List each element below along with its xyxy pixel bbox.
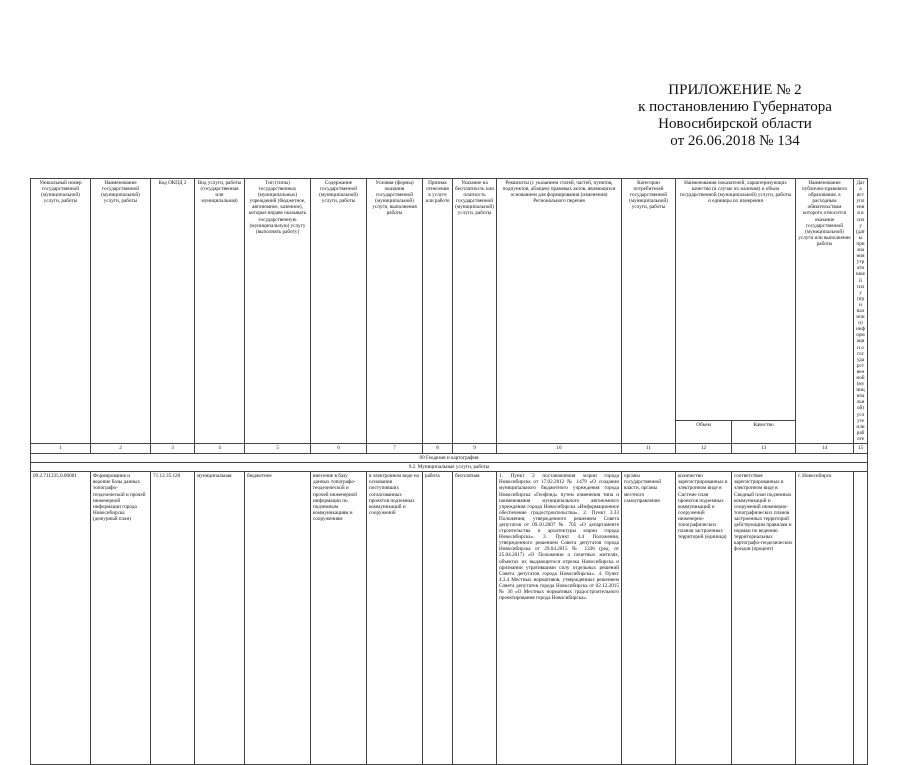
subsection-row bbox=[31, 463, 868, 472]
subsection-title: 9.2. Муниципальные услуги, работы bbox=[31, 463, 868, 472]
column-number: 5 bbox=[245, 444, 311, 454]
cell-service-name: Формирование и ведение базы данных топографо-геодезической и прочей инженерной информации города Новосибирска (дежурный план) bbox=[91, 472, 151, 765]
header-cell: Наименование государственной (муниципальной) услуги, работы bbox=[91, 179, 151, 444]
column-number: 7 bbox=[367, 444, 423, 454]
subheader-quality: Качество bbox=[732, 421, 796, 444]
appendix-line-1: к постановлению Губернатора bbox=[638, 99, 832, 115]
column-number: 6 bbox=[311, 444, 367, 454]
cell-service-kind: муниципальная bbox=[195, 472, 245, 765]
appendix-line-3: от 26.06.2018 № 134 bbox=[670, 133, 800, 149]
cell-consumers: органы государственной власти, органы местного самоуправления bbox=[622, 472, 676, 765]
section-row bbox=[31, 454, 868, 463]
header-cell: Уникальный номер государственной (муниципальной) услуги, работы bbox=[31, 179, 91, 444]
header-cell: Наименование публично-правового образования, к расходным обязательствам которого относится оказание государственной (муниципальной) услуги или выполнение работы bbox=[796, 179, 854, 444]
column-number: 4 bbox=[195, 444, 245, 454]
column-number: 3 bbox=[151, 444, 195, 454]
cell-payment: бесплатная bbox=[453, 472, 497, 765]
table-row bbox=[31, 472, 868, 765]
cell-conditions: в электронном виде на основании поступивших согласованных проектов подземных коммуникаций и сооружений bbox=[367, 472, 423, 765]
column-number: 14 bbox=[796, 444, 854, 454]
cell-legal-acts: 1. Пункт 2 постановления мэрии города Новосибирска от 17.02.2012 № 1479 «О создании муниципального бюджетного учреждения города Новосибирска «Геофонд» путем изменения типа и наименования муниципального автономного учреждения города Новосибирска «Информационное обеспечение градостроительства». 2. Пункт 3.33 Положения, утвержденного решением Совета депутатов от 09.10.2007 № 705 «О департаменте строительства и архитектуры мэрии города Новосибирска». 3. Пункт 4.4 Положения, утвержденного решением Совета депутатов города Новосибирска от 29.04.2015 № 1336 (ред. от 25.04.2017) «О Положении о почетных жителях, объектах их выдающегося отрезка Новосибирска и признании утратившими силу отдельных решений Совета депутатов города Новосибирска». 4. Пункт 4.3.4 Местных нормативов, утвержденных решением Совета депутатов города Новосибирска от 02.12.2015 № 36 «О Местных нормативах градостроительного проектирования города Новосибирска». bbox=[497, 472, 622, 765]
cell-public-entity: г. Новосибирск bbox=[796, 472, 854, 765]
column-number: 13 bbox=[732, 444, 796, 454]
header-cell: Реквизиты (с указанием статей, частей, пунктов, подпунктов, абзацев) правовых актов, являющихся основанием для формирования (изменения) Регионального перечня bbox=[497, 179, 622, 444]
column-number: 9 bbox=[453, 444, 497, 454]
column-number: 1 bbox=[31, 444, 91, 454]
column-number: 12 bbox=[676, 444, 732, 454]
header-row bbox=[31, 179, 868, 421]
cell-institution-type: бюджетное bbox=[245, 472, 311, 765]
column-number: 15 bbox=[854, 444, 868, 454]
header-cell: Содержание государственной (муниципальной) услуги, работы bbox=[311, 179, 367, 444]
header-cell: Условия (формы) оказания государственной (муниципальной) услуги, выполнения работы bbox=[367, 179, 423, 444]
column-number: 11 bbox=[622, 444, 676, 454]
header-cell: Вид услуги, работы (государственная или муниципальная) bbox=[195, 179, 245, 444]
column-number: 8 bbox=[423, 444, 453, 454]
appendix-title: ПРИЛОЖЕНИЕ № 2 bbox=[668, 82, 802, 98]
column-number: 10 bbox=[497, 444, 622, 454]
section-title: 09 Геодезия и картография bbox=[31, 454, 868, 463]
header-cell: Наименования показателей, характеризующих качество (в случае их наличия) и объем государственной (муниципальной) услуги, работы и единицы их измерения bbox=[676, 179, 796, 421]
appendix-line-2: Новосибирской области bbox=[658, 116, 812, 132]
appendix-header bbox=[600, 82, 870, 150]
cell-attribute: работа bbox=[423, 472, 453, 765]
header-cell: Код ОКПД 2 bbox=[151, 179, 195, 444]
services-table bbox=[30, 178, 868, 765]
cell-unique-number: 09.2.711235.0.00001 bbox=[31, 472, 91, 765]
header-cell: Тип (типы) государственных (муниципальных) учреждений (бюджетное, автономное, казенное), которые вправе оказывать государственную (муниципальную) услугу (выполнять работу) bbox=[245, 179, 311, 444]
header-cell: Признак отнесения к услуге или работе bbox=[423, 179, 453, 444]
cell-volume: количество зарегистрированных в электронном виде в Системе план проектов подземных коммуникаций и сооружений инженерно-топографических планов застроенных территорий (единица) bbox=[676, 472, 732, 765]
column-numbers-row bbox=[31, 444, 868, 454]
cell-quality: соответствие зарегистрированных в электронном виде в Сводный план подземных коммуникаций и сооружений инженерно-топографических планов застроенных территорий действующим правилам и нормам по ведению территориальных картографо-геодезических фондов (процент) bbox=[732, 472, 796, 765]
column-number: 2 bbox=[91, 444, 151, 454]
cell-content: внесение в базу данных топографо-геодезической и прочей инженерной информации по подземным коммуникациям и сооружениям bbox=[311, 472, 367, 765]
cell-effective-date bbox=[854, 472, 868, 765]
subheader-volume: Объем bbox=[676, 421, 732, 444]
header-cell: Дата вступления в силу (даты признания утратившей силу (при наличии) информации о государственной (муниципальной) услуге или работе bbox=[854, 179, 868, 444]
cell-okpd2-code: 71.12.35.120 bbox=[151, 472, 195, 765]
header-cell: Категории потребителей государственной (муниципальной) услуги, работы bbox=[622, 179, 676, 444]
header-cell: Указание на бесплатность или платность государственной (муниципальной) услуги, работы bbox=[453, 179, 497, 444]
